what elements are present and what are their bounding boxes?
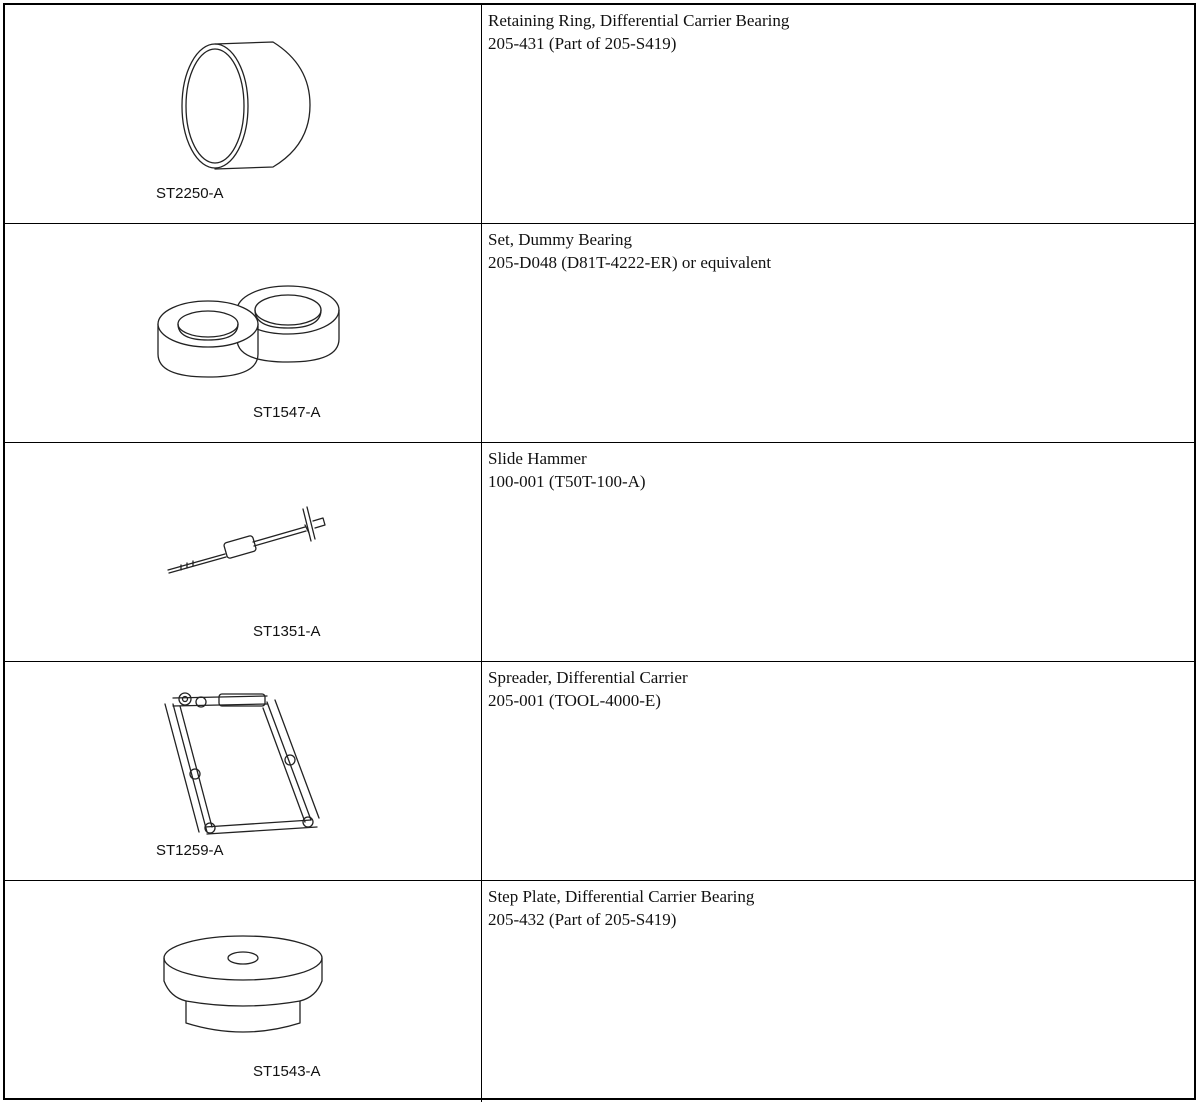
illustration-id: ST1543-A xyxy=(253,1063,321,1080)
illustration-id: ST1351-A xyxy=(253,623,321,640)
tool-description-cell xyxy=(482,224,1194,442)
special-tools-table xyxy=(3,3,1196,1100)
illustration-id: ST1547-A xyxy=(253,404,321,421)
table-row xyxy=(5,662,1194,881)
tool-number: 205-431 (Part of 205-S419) xyxy=(488,34,677,53)
tool-description-cell xyxy=(482,5,1194,223)
tool-illustration-cell xyxy=(5,881,482,1102)
table-row xyxy=(5,5,1194,224)
table-row xyxy=(5,443,1194,662)
tool-name: Slide Hammer xyxy=(488,449,587,468)
step-plate-icon xyxy=(5,881,482,1102)
tool-number: 205-432 (Part of 205-S419) xyxy=(488,910,677,929)
tool-name: Step Plate, Differential Carrier Bearing xyxy=(488,887,755,906)
table-row xyxy=(5,881,1194,1102)
tool-number: 100-001 (T50T-100-A) xyxy=(488,472,646,491)
illustration-id: ST1259-A xyxy=(156,842,224,859)
carrier-spreader-icon xyxy=(5,662,482,881)
tool-description-cell xyxy=(482,443,1194,661)
dummy-bearing-set-icon xyxy=(5,224,482,443)
tool-name: Spreader, Differential Carrier xyxy=(488,668,688,687)
tool-number: 205-D048 (D81T-4222-ER) or equivalent xyxy=(488,253,772,272)
tool-description-cell xyxy=(482,662,1194,880)
tool-illustration-cell xyxy=(5,5,482,223)
tool-description-cell xyxy=(482,881,1194,1102)
illustration-id: ST2250-A xyxy=(156,185,224,202)
retaining-ring-icon xyxy=(5,5,482,224)
tool-name: Retaining Ring, Differential Carrier Bearing xyxy=(488,11,790,30)
slide-hammer-icon xyxy=(5,443,482,662)
tool-illustration-cell xyxy=(5,224,482,442)
tool-illustration-cell xyxy=(5,662,482,880)
tool-illustration-cell xyxy=(5,443,482,661)
tool-number: 205-001 (TOOL-4000-E) xyxy=(488,691,661,710)
tool-name: Set, Dummy Bearing xyxy=(488,230,633,249)
table-row xyxy=(5,224,1194,443)
